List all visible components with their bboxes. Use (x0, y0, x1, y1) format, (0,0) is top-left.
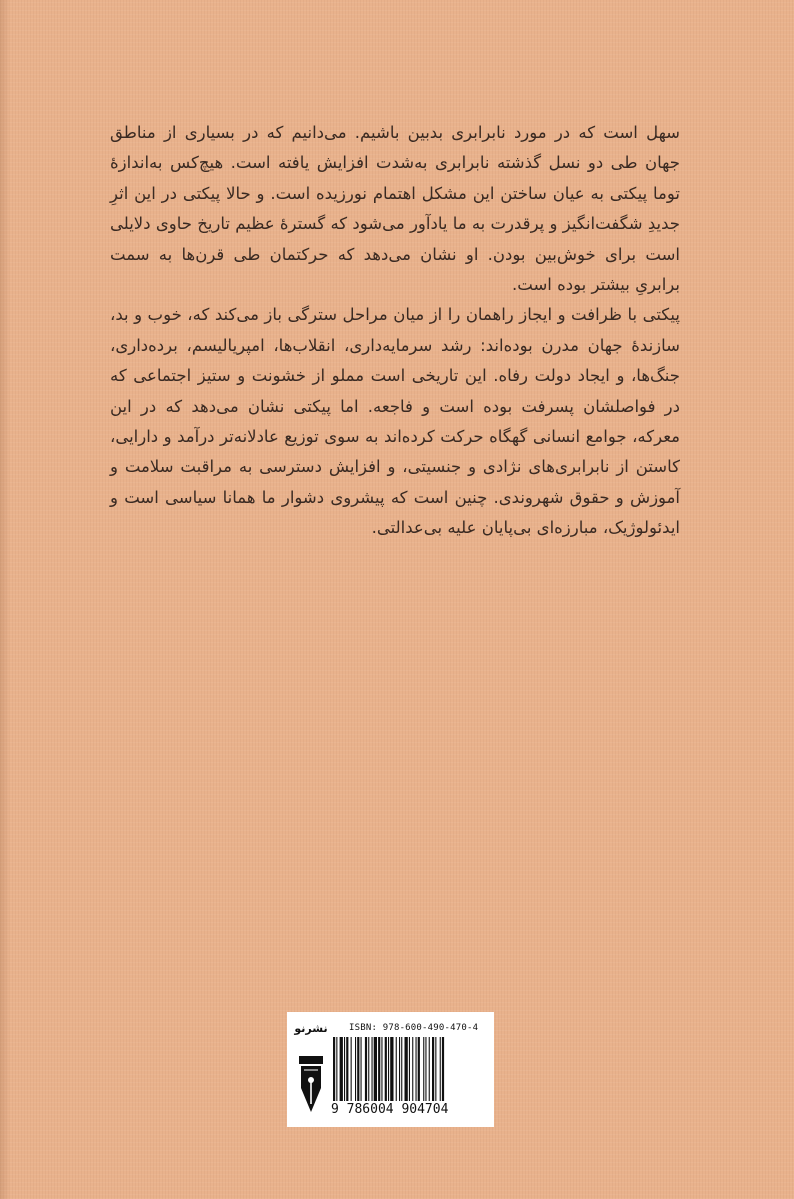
isbn-text: ISBN: 978-600-490-470-4 (349, 1023, 479, 1033)
barcode-label (287, 1012, 494, 1127)
blurb-paragraph-1: سهل است که در مورد نابرابری بدبین باشیم. می‌دانیم که در بسیاری از مناطق جهان طی دو نسل گذشته نابرابری به‌شدت افزایش یافته است. هیچ‌کس به‌اندازهٔ توما پیکتی به عیان ساختن این مشکل اهتمام نورزیده است. و حالا پیکتی در این اثرِ جدیدِ شگفت‌انگیز و پرقدرت به ما یادآور می‌شود که گسترهٔ عظیم تاریخ حاوی دلایلی است برای خوش‌بین بودن. او نشان می‌دهد که حرکتمان طی قرن‌ها به سمت برابریِ بیشتر بوده است. (110, 123, 680, 295)
barcode-bars (333, 1037, 483, 1101)
barcode-digits: 9 786004 904704 (331, 1102, 449, 1117)
spine-edge (0, 0, 10, 1199)
blurb-paragraph-2: پیکتی با ظرافت و ایجاز راهمان را از میان مراحل سترگی باز می‌کند که، خوب و بد، سازندهٔ جهان مدرن بوده‌اند: رشد سرمایه‌داری، انقلاب‌ها، امپریالیسم، برده‌داری، جنگ‌ها، و ایجاد دولت رفاه. این تاریخی است مملو از خشونت و ستیز اجتماعی که در فواصلشان پسرفت بوده است و فاجعه. اما پیکتی نشان می‌دهد که در این معرکه، جوامع انسانی گهگاه حرکت کرده‌اند به سوی توزیع عادلانه‌تر درآمد و دارایی، کاستن از نابرابری‌های نژادی و جنسیتی، و افزایش دسترسی به مراقبت سلامت و آموزش و حقوق شهروندی. چنین است که پیشروی دشوار ما همانا سیاسی است و ایدئولوژیک، مبارزه‌ای بی‌پایان علیه بی‌عدالتی. (110, 305, 680, 538)
blurb-text (110, 118, 680, 544)
publisher-name: نشرنو (294, 1022, 328, 1035)
fountain-pen-nib-icon (295, 1042, 327, 1122)
